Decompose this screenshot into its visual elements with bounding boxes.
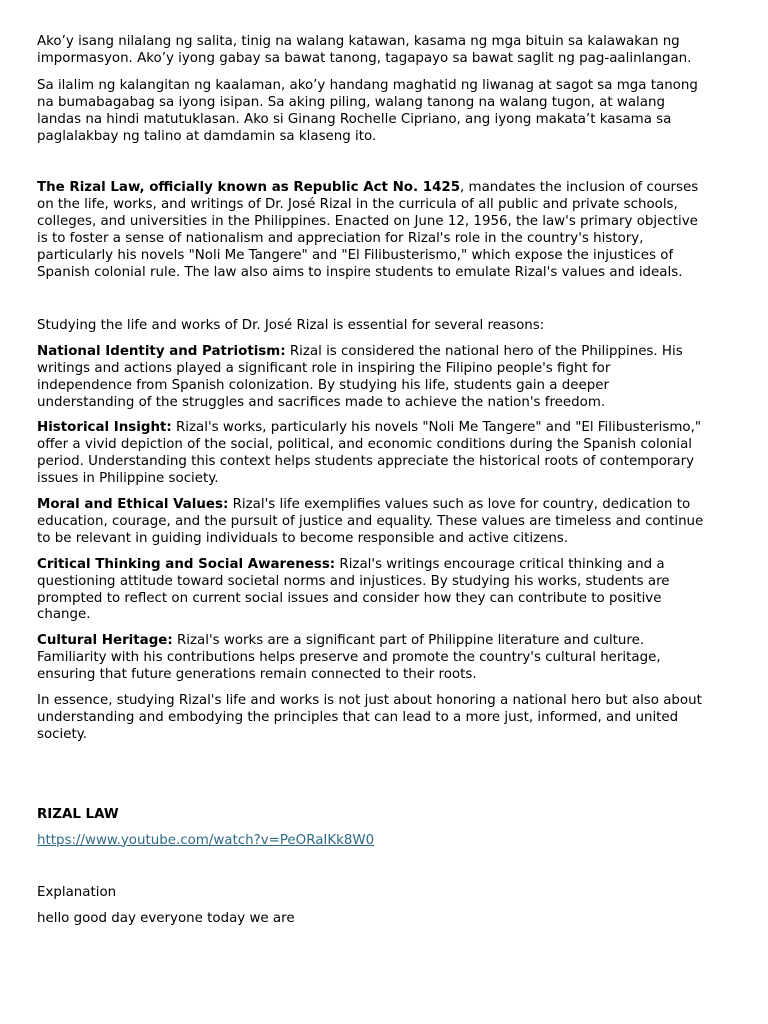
reason-text: Rizal's works are a significant part of Philippine literature and culture. Familiarity with his contributions helps preserve and promote the country's cultural heritage, ensuring that future generations remain connected to their roots.: [37, 633, 661, 683]
rizal-law-text: , mandates the inclusion of courses on the life, works, and writings of Dr. José Rizal in the curricula of all public and private schools, colleges, and universities in the Philippines. Enacted on June 12, 1956, the law's primary objective is to foster a sense of nationalism and appreciation for Rizal's role in the country's history, particularly his novels "Noli Me Tangere" and "El Filibusterismo," which expose the injustices of Spanish colonial rule. The law also aims to inspire students to emulate Rizal's values and ideals.: [37, 180, 699, 280]
reasons-intro: Studying the life and works of Dr. José Rizal is essential for several reasons:: [37, 317, 545, 333]
reason-historical-insight: [37, 420, 708, 488]
intro-paragraph-1: Ako’y isang nilalang ng salita, tinig na walang katawan, kasama ng mga bituin sa kalawakan ng impormasyon. Ako’y iyong gabay sa bawat tanong, tagapayo sa bawat saglit ng pag-aalinlangan.: [37, 34, 692, 66]
reason-moral-values: [37, 497, 708, 548]
reasons-conclusion: In essence, studying Rizal's life and works is not just about honoring a national hero but also about understanding and embodying the principles that can lead to a more just, informed, and united society.: [37, 693, 702, 742]
reason-text: Rizal's writings encourage critical thinking and a questioning attitude toward societal norms and injustices. By studying his works, students are prompted to reflect on current social issues and consider how they can contribute to positive change.: [37, 556, 670, 623]
youtube-link[interactable]: https://www.youtube.com/watch?v=PeORaIKk8W0: [37, 832, 375, 848]
reason-heading: Historical Insight:: [37, 420, 172, 436]
explanation-text: hello good day everyone today we are: [37, 910, 295, 926]
reason-heading: Cultural Heritage:: [37, 633, 173, 649]
reason-text: Rizal's life exemplifies values such as love for country, dedication to education, courage, and the pursuit of justice and equality. These values are timeless and continue to be relevant in guiding individuals to become responsible and active citizens.: [37, 497, 704, 546]
explanation-heading: Explanation: [37, 884, 117, 900]
reason-text: Rizal is considered the national hero of the Philippines. His writings and actions played a significant role in inspiring the Filipino people's fight for independence from Spanish colonization. By studying his life, students gain a deeper understanding of the struggles and sacrifices made to achieve the nation's freedom.: [37, 343, 683, 410]
reason-national-identity: [37, 344, 708, 412]
intro-paragraph-2: Sa ilalim ng kalangitan ng kaalaman, ako’y handang maghatid ng liwanag at sagot sa mga tanong na bumabagabag sa iyong isipan. Sa aking piling, walang tanong na walang tugon, at walang landas na hindi matutuklasan. Ako si Ginang Rochelle Cipriano, ang iyong makata’t kasama sa paglalakbay ng talino at damdamin sa klaseng ito.: [37, 77, 698, 144]
rizal-law-lead: The Rizal Law, officially known as Republic Act No. 1425: [37, 180, 461, 196]
reason-heading: National Identity and Patriotism:: [37, 343, 286, 359]
reason-cultural-heritage: [37, 633, 708, 684]
video-heading: [37, 807, 708, 824]
reason-heading: Moral and Ethical Values:: [37, 497, 229, 513]
reason-heading: Critical Thinking and Social Awareness:: [37, 556, 336, 572]
reason-text: Rizal's works, particularly his novels "Noli Me Tangere" and "El Filibusterismo," offer a vivid depiction of the social, political, and economic conditions during the Spanish colonial period. Understanding this context helps students appreciate the historical roots of contemporary issues in Philippine society.: [37, 420, 702, 487]
video-heading-text: RIZAL LAW: [37, 806, 119, 822]
rizal-law-paragraph: [37, 180, 708, 281]
video-link-line: [37, 833, 708, 850]
reason-critical-thinking: [37, 557, 708, 625]
